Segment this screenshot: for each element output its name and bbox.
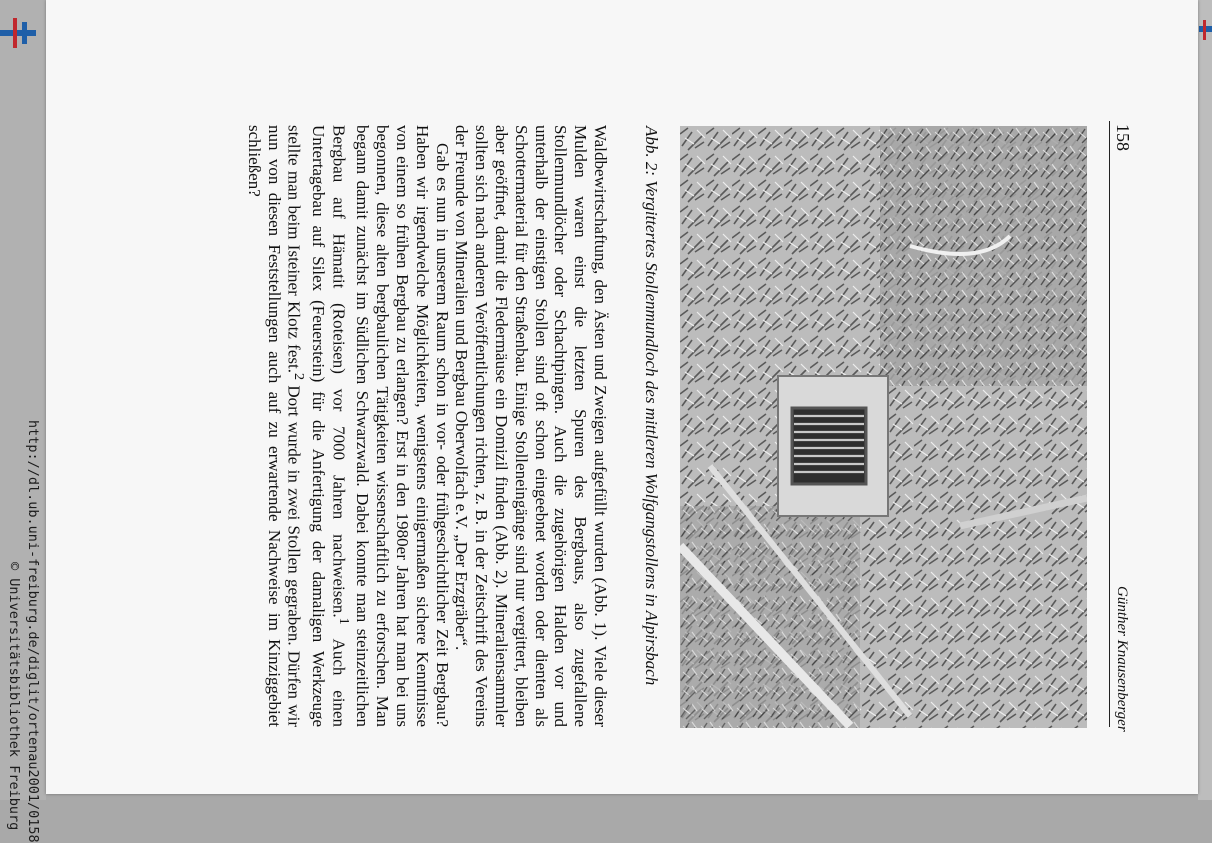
- paragraph-2: [244, 125, 451, 727]
- paragraph-1: Waldbewirtschaftung, den Ästen und Zweigen aufgefüllt wurden (Abb. 1). Viele dieser Mulden waren einst die letzten Spuren des Bergbaus, also zugefallene Stollenmundlöcher oder Schachtpingen. Auch die zugehörigen Halden vor und unterhalb der einstigen Stollen sind oft schon eingeebnet worden oder dienten als Schottermaterial für den Straßenbau. Einige Stolleneingänge sind nur vergittert, bleiben aber geöffnet, damit die Fledermäuse ein Domizil finden (Abb. 2). Mineraliensammler sollten sich nach anderen Veröffentlichungen richten, z. B. in der Zeitschrift des Vereins der Freunde von Mineralien und Bergbau Oberwolfach e.V. „Der Erzgräber“.: [452, 125, 610, 727]
- page-number: 158: [1113, 124, 1133, 151]
- body-text: [244, 125, 610, 727]
- running-head: Günther Knausenberger: [1114, 586, 1130, 732]
- header-rule: [1109, 121, 1110, 727]
- figure-caption: Abb. 2: Vergittertes Stollenmundloch des mittleren Wolfgangstollens in Alpirsbach: [642, 126, 661, 686]
- page-url[interactable]: http://dl.ub.uni-freiburg.de/diglit/ortenau2001/0158: [25, 420, 41, 843]
- library-logo-icon-right: [1199, 20, 1212, 40]
- paragraph-2-part-a: Gab es nun in unserem Raum schon in vor- oder frühgeschichtlicher Zeit Bergbau? Haben wir irgendwelche Möglichkeiten, wenigstens einigermaßen sichere Kenntnisse von einem so frühen Bergbau zu erlangen? Erst in den 1980er Jahren hat man bei uns begonnen, diese alten bergbaulichen Tätigkeiten wissenschaftlich zu erforschen. Man begann damit zunächst im Südlichen Schwarzwald. Dabei konnte man steinzeitlichen Bergbau auf Hämatit (Roteisen) vor 7000 Jahren nachweisen.: [328, 125, 452, 727]
- footnote-ref-1: 1: [335, 617, 352, 625]
- footnote-ref-2: 2: [291, 372, 308, 381]
- viewer-right-margin: [1198, 0, 1212, 800]
- paragraph-2-part-c: Dort wurde in zwei Stollen gegraben. Dürfen wir nun von diesen Feststellungen auch auf zu erwartende Nachweise im Kinziggebiet schließen?: [245, 125, 304, 727]
- figure-photo: [680, 126, 1087, 728]
- library-logo-icon: [0, 18, 36, 48]
- mine-entrance-image: [680, 126, 1087, 728]
- copyright-notice: © Universitätsbibliothek Freiburg: [6, 562, 22, 831]
- paragraph-2-part-b: Auch einen Untertagebau auf Silex (Feuerstein) für die Anfertigung der damaligen Werkzeuge stellte man beim Isteiner Klotz fest.: [284, 125, 348, 728]
